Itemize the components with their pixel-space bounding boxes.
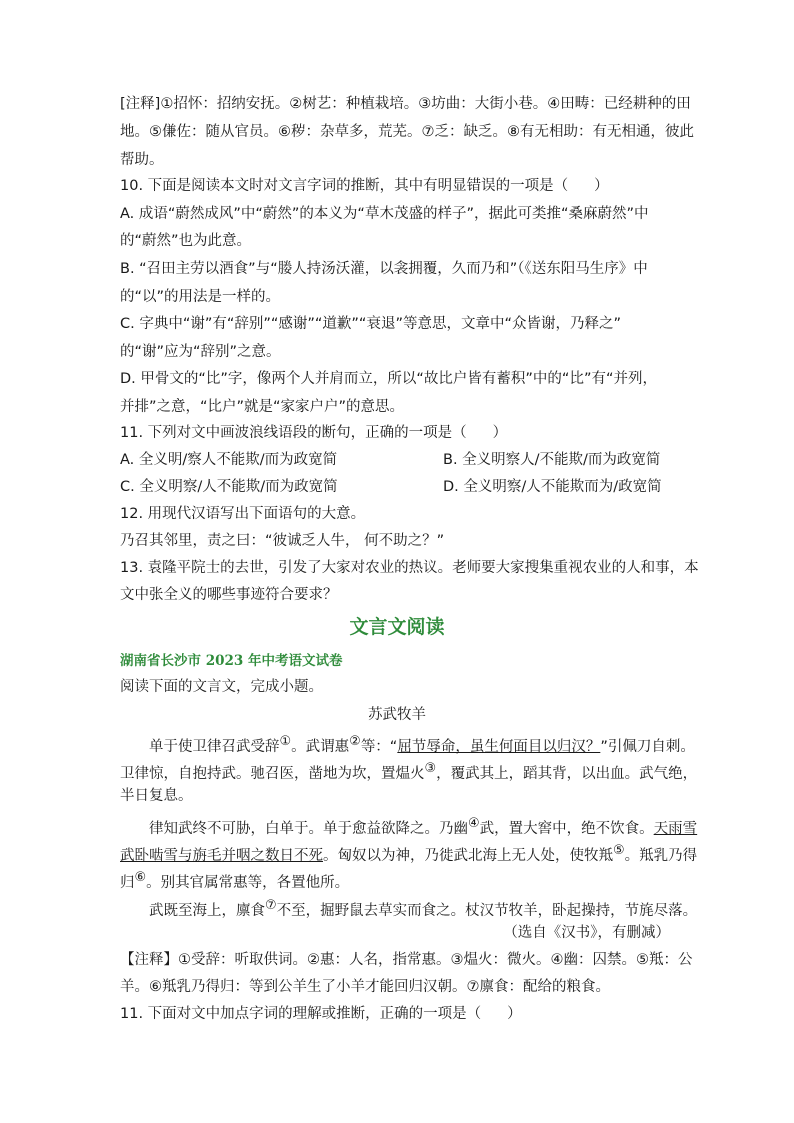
question-13-line-2: 文中张全义的哪些事迹符合要求？ [120, 587, 338, 603]
annotation-line-2: 地。⑤傔佐：随从官员。⑥秽：杂草多，荒芜。⑦乏：缺乏。⑧有无相助：有无相通，彼此 [120, 124, 694, 140]
q11-option-b: B. 全义明察人/不能欺/而为政宽简 [443, 452, 661, 468]
p3-text-1: 武既至海上，廪食 [149, 902, 265, 919]
question-13-line-1: 13. 袁隆平院士的去世，引发了大家对农业的热议。老师要大家搜集重视农业的人和事，本 [120, 560, 699, 576]
notes-line-2: 羊。⑥羝乳乃得归：等到公羊生了小羊才能回归汉朝。⑦廪食：配给的粮食。 [120, 979, 610, 995]
q11-option-a: A. 全义明/察人不能欺/而为政宽简 [120, 452, 338, 468]
question-11b-paren: ） [507, 1006, 522, 1022]
footnote-mark-1: ① [279, 734, 292, 749]
footnote-mark-7: ⑦ [265, 898, 277, 913]
underlined-sentence-1: 屈节辱命，虽生何面目以归汉？ [397, 738, 601, 755]
option-c-line-2: 的“谢”应为“辞别”之意。 [120, 344, 281, 360]
p1-text-1: 单于使卫律召武受辞 [149, 738, 280, 755]
exam-source: 湖南省长沙市 2023 年中考语文试卷 [120, 653, 343, 669]
question-12-sentence: 乃召其邻里，责之曰：“彼诚乏人牛， 何不助之？” [120, 533, 445, 549]
option-b-line-1: B. “召田主劳以酒食”与“媵人持汤沃灌，以衾拥覆，久而乃和”（《送东阳马生序》中 [120, 261, 648, 277]
question-11b-stem: 11. 下面对文中加点字词的理解或推断，正确的一项是（ [120, 1006, 482, 1022]
passage-title: 苏武牧羊 [368, 707, 426, 723]
passage-p2-line-1 [149, 814, 697, 839]
question-11b [120, 1004, 522, 1024]
question-11 [120, 423, 507, 443]
question-10 [120, 176, 609, 196]
option-a-line-1: A. 成语“蔚然成风”中“蔚然”的本义为“草木茂盛的样子”，据此可类推“桑麻蔚然”中 [120, 206, 649, 222]
underlined-sentence-2a: 天雨雪 [653, 820, 698, 837]
passage-citation: （选自《汉书》，有删减） [503, 925, 670, 941]
p1-text-4: ”引佩刀自刺。 [600, 738, 695, 755]
question-10-paren: ） [594, 178, 609, 194]
option-a-line-2: 的“蔚然”也为此意。 [120, 233, 252, 249]
option-c-line-1: C. 字典中“谢”有“辞别”“感谢”“道歉”“衰退”等意思，文章中“众皆谢，乃释之” [120, 316, 621, 332]
p2-text-5: 归 [120, 874, 135, 891]
p1-text-3: 等：“ [360, 738, 398, 755]
footnote-mark-5: ⑤ [613, 843, 625, 858]
passage-p2-line-3 [120, 868, 349, 893]
underlined-sentence-2b: 武卧啮雪与旃毛并咽之数日不死 [120, 847, 323, 864]
p2-text-6: 。别其官属常惠等，各置他所。 [146, 874, 350, 891]
p3-text-2: 不至，掘野鼠去草实而食之。杖汉节牧羊，卧起操持，节旄尽落。 [276, 902, 698, 919]
question-11-paren: ） [492, 425, 508, 441]
p2-text-2: 武，置大窖中，绝不饮食。 [479, 820, 654, 837]
option-d-line-1: D. 甲骨文的“比”字，像两个人并肩而立，所以“故比户皆有蓄积”中的“比”有“并列， [120, 371, 657, 387]
footnote-mark-2: ② [349, 734, 361, 749]
question-12: 12. 用现代汉语写出下面语句的大意。 [120, 506, 366, 522]
footnote-mark-6: ⑥ [134, 870, 147, 885]
instructions: 阅读下面的文言文，完成小题。 [120, 679, 323, 695]
p2-text-3: 。匈奴以为神，乃徙武北海上无人处，使牧羝 [323, 847, 613, 864]
passage-p3-line-1 [149, 896, 697, 921]
option-d-line-2: 并排”之意，“比户”就是“家家户户”的意思。 [120, 399, 405, 415]
p1-text-5: 卫律惊，自抱持武。驰召医，凿地为坎，置煴火 [120, 765, 425, 782]
p2-text-4: 。羝乳乃得 [624, 847, 698, 864]
q11-option-d: D. 全义明察/人不能欺而为/政宽简 [443, 479, 662, 495]
question-11-stem: 11. 下列对文中画波浪线语段的断句，正确的一项是（ [120, 425, 467, 441]
p2-text-1: 律知武终不可胁，白单于。单于愈益欲降之。乃幽 [149, 820, 468, 837]
annotation-line-1: [注释]①招怀：招纳安抚。②树艺：种植栽培。③坊曲：大街小巷。④田畴：已经耕种的田 [120, 96, 691, 112]
q11-option-c: C. 全义明察/人不能欺/而为政宽简 [120, 479, 338, 495]
question-10-stem: 10. 下面是阅读本文时对文言字词的推断，其中有明显错误的一项是（ [120, 178, 569, 194]
passage-p2-line-2 [120, 841, 697, 866]
passage-p1-line-1 [149, 732, 695, 757]
passage-p1-line-2 [120, 759, 697, 784]
notes-line-1: 【注释】①受辞：听取供词。②惠：人名，指常惠。③煴火：微火。④幽：囚禁。⑤羝：公 [120, 952, 693, 968]
p1-text-6: ，覆武其上，蹈其背，以出血。武气绝， [436, 765, 698, 782]
p1-text-2: 。武谓惠 [291, 738, 350, 755]
footnote-mark-4: ④ [468, 816, 480, 831]
footnote-mark-3: ③ [424, 761, 437, 776]
passage-p1-line-3: 半日复息。 [120, 788, 193, 804]
option-b-line-2: 的“以”的用法是一样的。 [120, 289, 281, 305]
annotation-line-3: 帮助。 [120, 152, 164, 168]
section-title: 文言文阅读 [349, 616, 445, 638]
